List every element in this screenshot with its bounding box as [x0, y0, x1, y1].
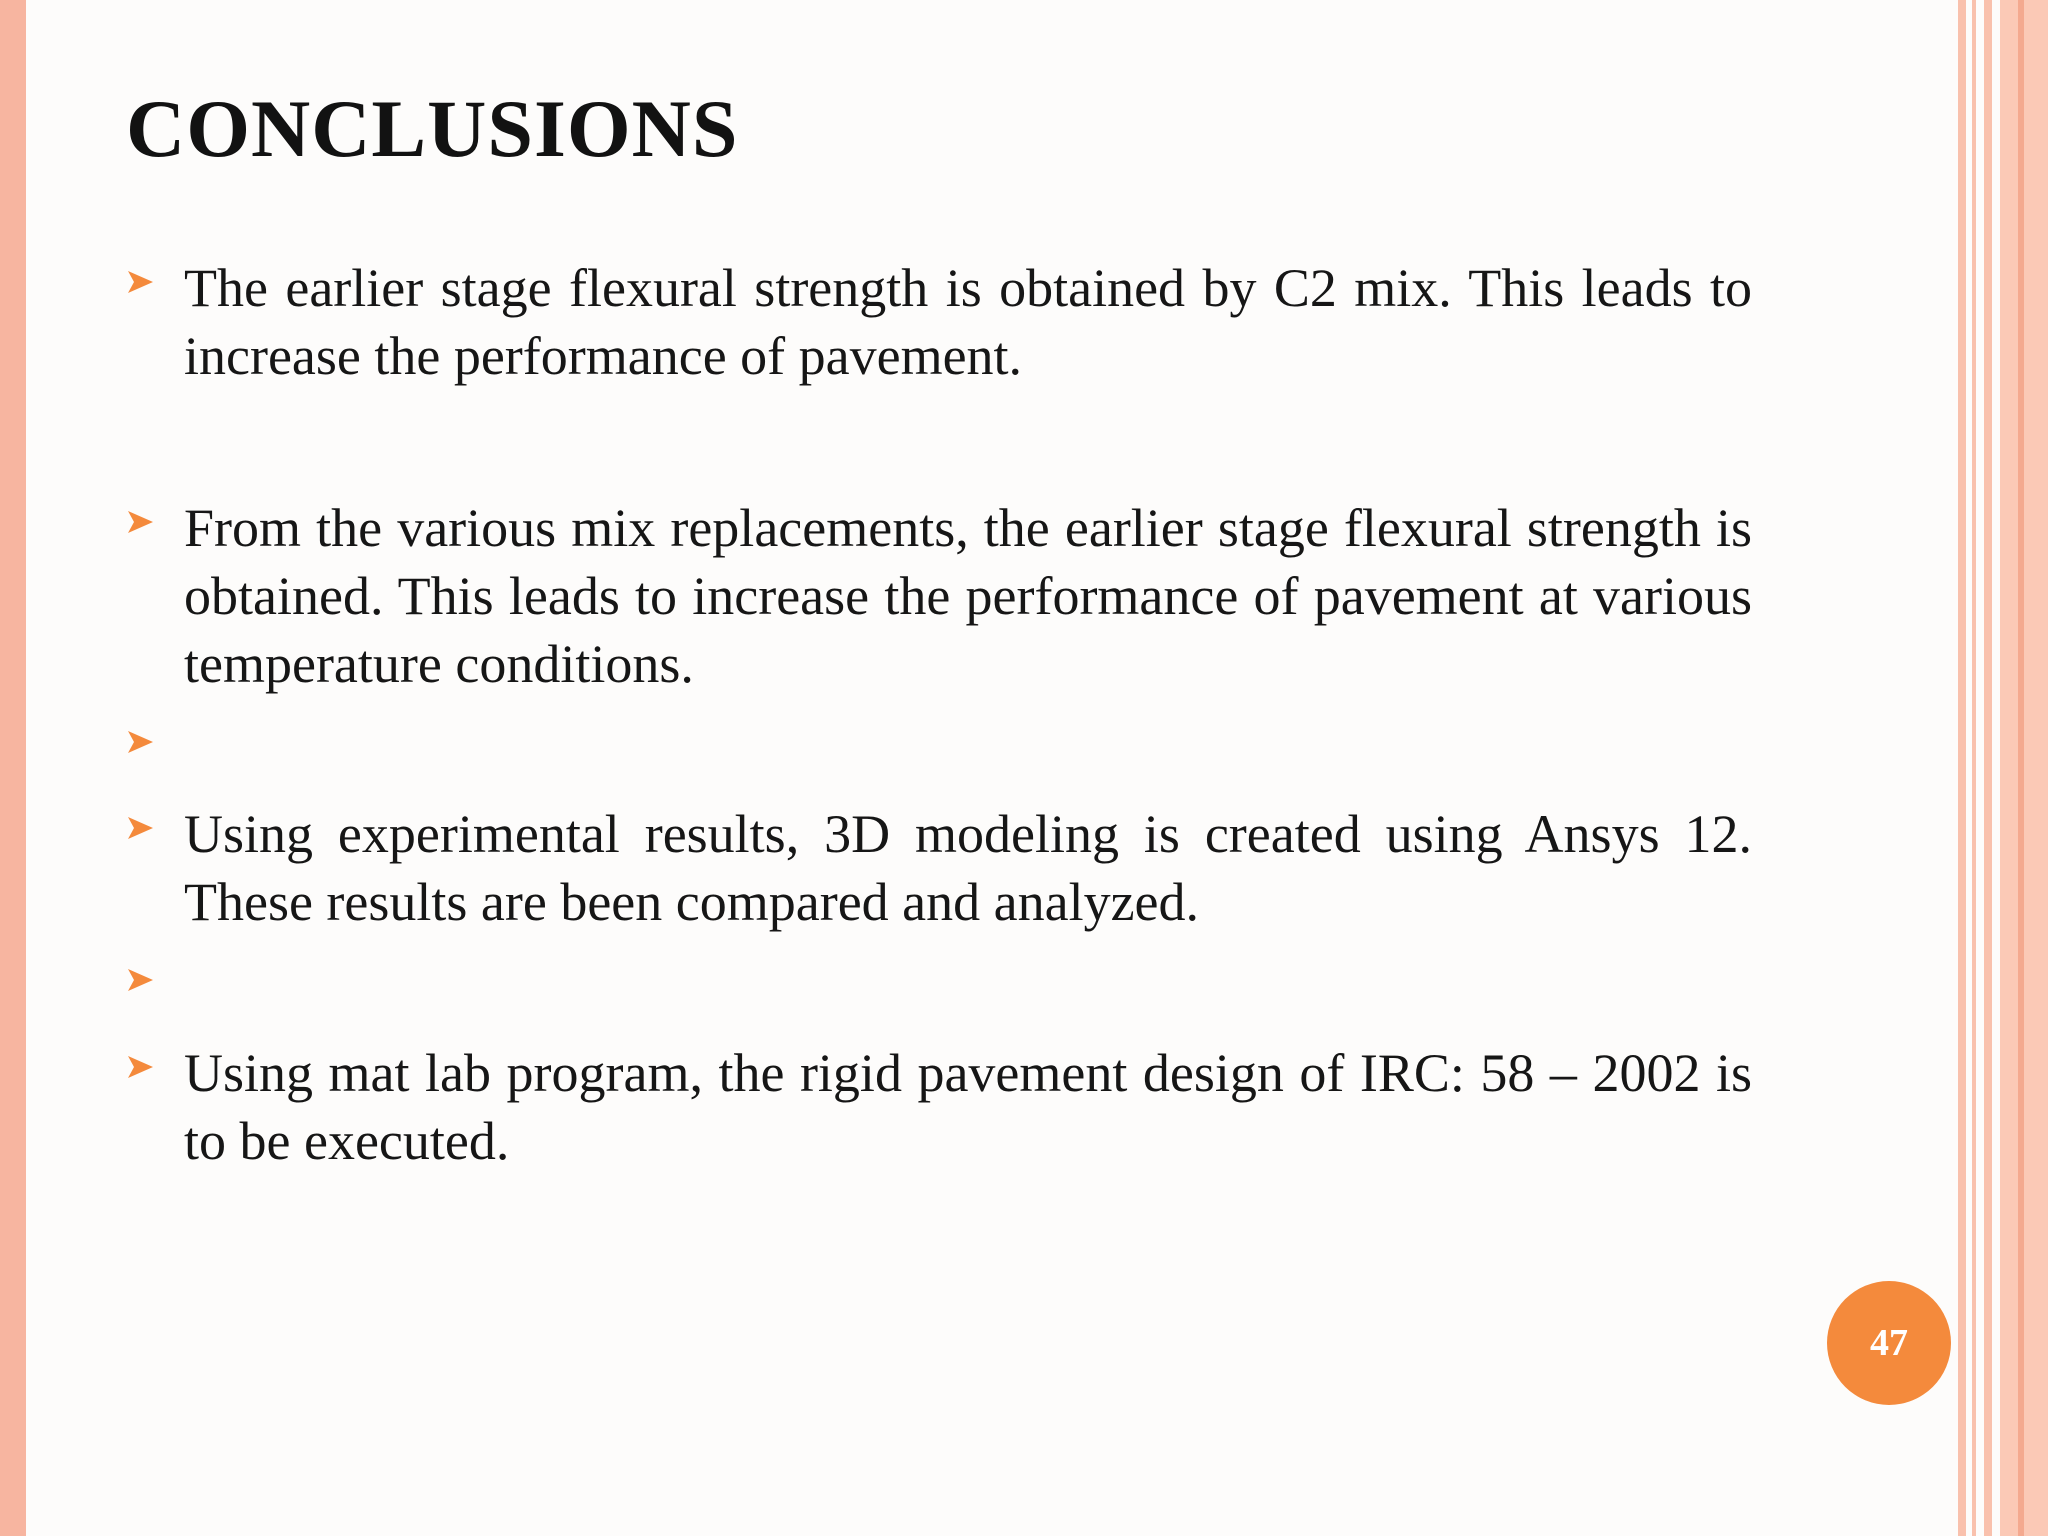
bullet-text: Using experimental results, 3D modeling is created using Ansys 12. These results are been compared and analyzed.: [184, 804, 1752, 932]
arrowhead-bullet-icon: [120, 808, 160, 848]
bullet-text: The earlier stage flexural strength is obtained by C2 mix. This leads to increase the performance of pavement.: [184, 258, 1752, 386]
right-border-stripe: [1984, 0, 1992, 1536]
arrowhead-bullet-icon: [120, 262, 160, 302]
right-border-stripe: [2018, 0, 2024, 1536]
right-border-stripe: [1972, 0, 1976, 1536]
arrowhead-bullet-icon: [120, 502, 160, 542]
bullet-text: Using mat lab program, the rigid pavement design of IRC: 58 – 2002 is to be executed.: [184, 1043, 1752, 1171]
slide-number-badge: 47: [1827, 1281, 1951, 1405]
right-border-stripe: [2000, 0, 2048, 1536]
right-border-stripe: [1958, 0, 1966, 1536]
arrowhead-bullet-icon: [120, 960, 160, 1000]
arrowhead-bullet-icon: [120, 1047, 160, 1087]
arrowhead-bullet-icon: [120, 722, 160, 762]
slide-title: CONCLUSIONS: [126, 83, 739, 174]
left-border-stripe: [0, 0, 26, 1536]
bullet-text: From the various mix replacements, the earlier stage flexural strength is obtained. This leads to increase the performance of pavement at various temperature conditions.: [184, 498, 1752, 694]
